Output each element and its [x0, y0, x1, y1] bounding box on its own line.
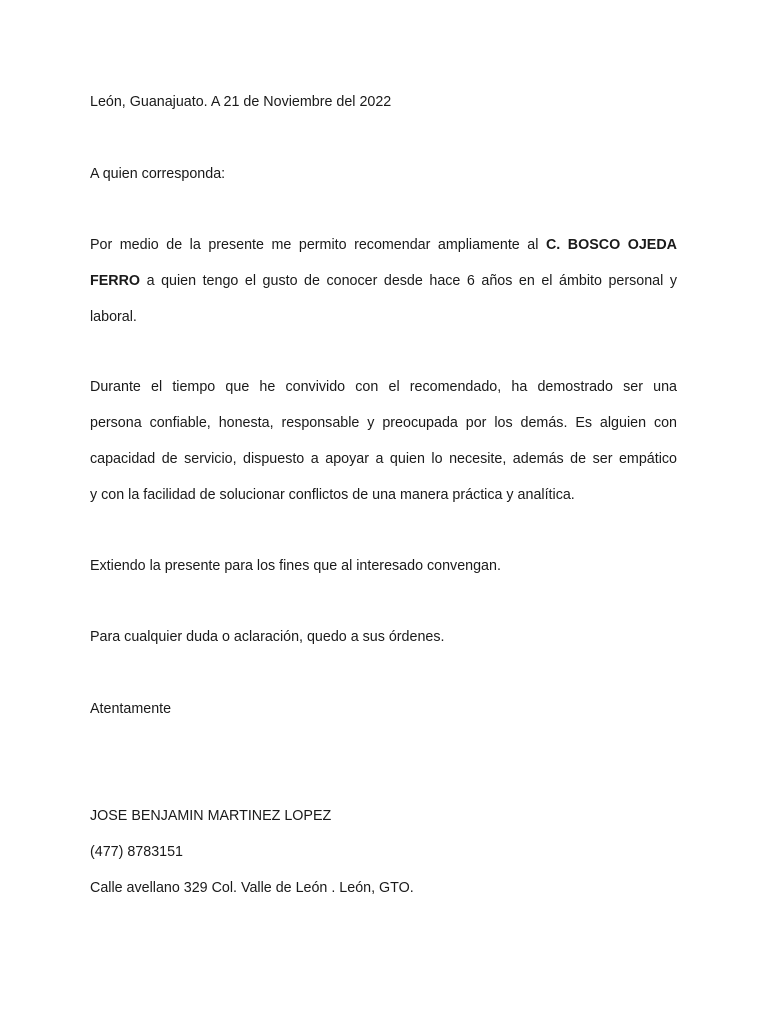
paragraph-text: a quien tengo el gusto de conocer desde hace 6 años en el ámbito personal y [140, 273, 677, 289]
paragraph-contact: Para cualquier duda o aclaración, quedo a sus órdenes. [90, 629, 445, 645]
date-line: León, Guanajuato. A 21 de Noviembre del 2022 [90, 94, 392, 110]
paragraph-line [90, 263, 677, 299]
closing: Atentamente [90, 701, 172, 717]
signature-name: JOSE BENJAMIN MARTINEZ LOPEZ [90, 808, 332, 824]
recommended-name: C. BOSCO OJEDA [545, 237, 677, 253]
signature-phone: (477) 8783151 [90, 844, 184, 860]
signature-address: Calle avellano 329 Col. Valle de León . León, GTO. [90, 880, 414, 896]
paragraph-line: capacidad de servicio, dispuesto a apoyar a quien lo necesite, además de ser empático [90, 451, 677, 467]
paragraph-line: Durante el tiempo que he convivido con el recomendado, ha demostrado ser una [90, 379, 677, 395]
paragraph-text: Por medio de la presente me permito recomendar ampliamente al [90, 237, 546, 253]
paragraph-line: laboral. [90, 309, 137, 325]
paragraph-description [90, 369, 677, 513]
paragraph-extension: Extiendo la presente para los fines que al interesado convengan. [90, 558, 501, 574]
salutation: A quien corresponda: [90, 166, 226, 182]
paragraph-line: persona confiable, honesta, responsable y preocupada por los demás. Es alguien con [90, 415, 677, 431]
paragraph-recommendation [90, 227, 677, 335]
paragraph-line: y con la facilidad de solucionar conflictos de una manera práctica y analítica. [90, 487, 575, 503]
recommended-surname: FERRO [90, 273, 141, 289]
letter-page [90, 0, 677, 1024]
paragraph-line [90, 227, 677, 263]
